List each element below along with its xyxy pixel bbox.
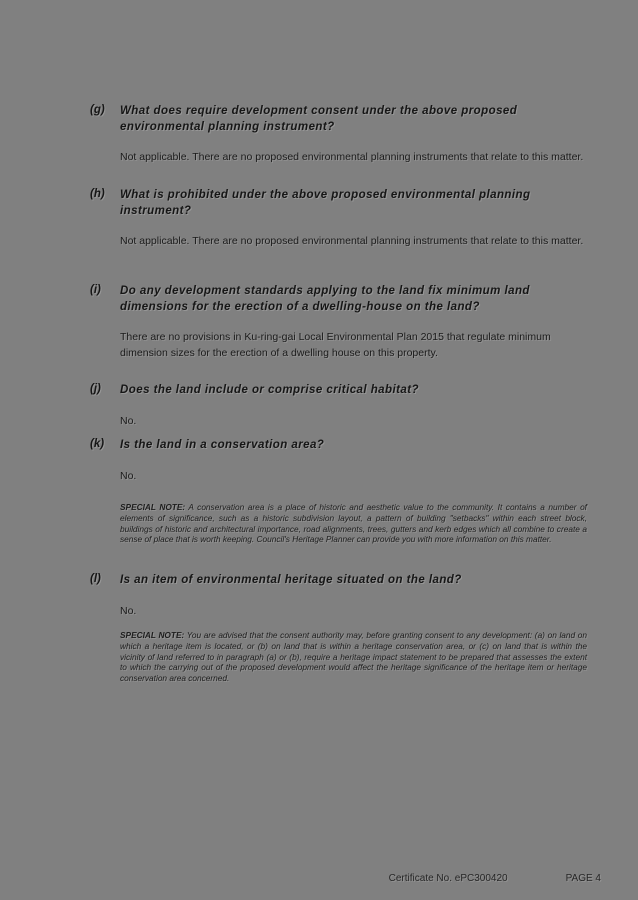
question-text: What does require development consent under the above proposed environmental planning instrument? bbox=[120, 105, 518, 133]
question-section-l bbox=[90, 573, 592, 619]
page-number: PAGE 4 bbox=[565, 873, 601, 884]
question-text: Do any development standards applying to the land fix minimum land dimensions for the erection of a dwelling-house on the land? bbox=[120, 285, 530, 313]
question-text: Is an item of environmental heritage situated on the land? bbox=[120, 574, 462, 586]
question-section-i bbox=[90, 284, 592, 362]
page-footer bbox=[0, 873, 601, 884]
special-note-label: SPECIAL NOTE: bbox=[120, 630, 185, 640]
answer-text: No. bbox=[120, 604, 137, 617]
answer-text: There are no provisions in Ku-ring-gai Local Environmental Plan 2015 that regulate minimum dimension sizes for the erection of a dwelling house on this property. bbox=[120, 331, 551, 359]
clause-letter: (k) bbox=[90, 438, 105, 450]
question-text: Does the land include or comprise critical habitat? bbox=[120, 384, 420, 396]
question-section-k bbox=[90, 438, 592, 484]
question-section-g bbox=[90, 104, 592, 166]
answer-text: No. bbox=[120, 469, 137, 482]
special-note-label: SPECIAL NOTE: bbox=[120, 502, 186, 512]
certificate-number: Certificate No. ePC300420 bbox=[388, 873, 508, 884]
special-note-heritage bbox=[120, 630, 587, 684]
special-note-conservation-area bbox=[120, 502, 587, 545]
clause-letter: (g) bbox=[90, 104, 105, 116]
clause-letter: (i) bbox=[90, 284, 101, 296]
clause-letter: (h) bbox=[90, 188, 105, 200]
answer-text: Not applicable. There are no proposed environmental planning instruments that relate to this matter. bbox=[120, 151, 584, 164]
question-text: Is the land in a conservation area? bbox=[120, 439, 325, 451]
question-section-j bbox=[90, 383, 592, 429]
question-section-h bbox=[90, 188, 592, 250]
clause-letter: (j) bbox=[90, 383, 101, 395]
answer-text: Not applicable. There are no proposed environmental planning instruments that relate to this matter. bbox=[120, 235, 584, 248]
clause-letter: (l) bbox=[90, 573, 101, 585]
question-text: What is prohibited under the above proposed environmental planning instrument? bbox=[120, 189, 531, 217]
special-note-text: A conservation area is a place of historic and aesthetic value to the community. It contains a number of elements of significance, such as a historic subdivision layout, a pattern of building "setbacks" within each street block, buildings of historic and architectural importance, road alignments, trees, gutters and kerb edges which all combine to create a sense of place that is worth keeping. Council's Heritage Planner can provide you with more information on this matter. bbox=[120, 502, 587, 545]
special-note-text: You are advised that the consent authority may, before granting consent to any development: (a) on land on which a heritage item is located, or (b) on land that is within a heritage conservation area, or (c) on land that is within the vicinity of land referred to in paragraph (a) or (b), require a heritage impact statement to be prepared that assesses the extent to which the carrying out of the proposed development would affect the heritage significance of the heritage item or heritage conservation area concerned. bbox=[120, 630, 587, 684]
answer-text: No. bbox=[120, 414, 137, 427]
